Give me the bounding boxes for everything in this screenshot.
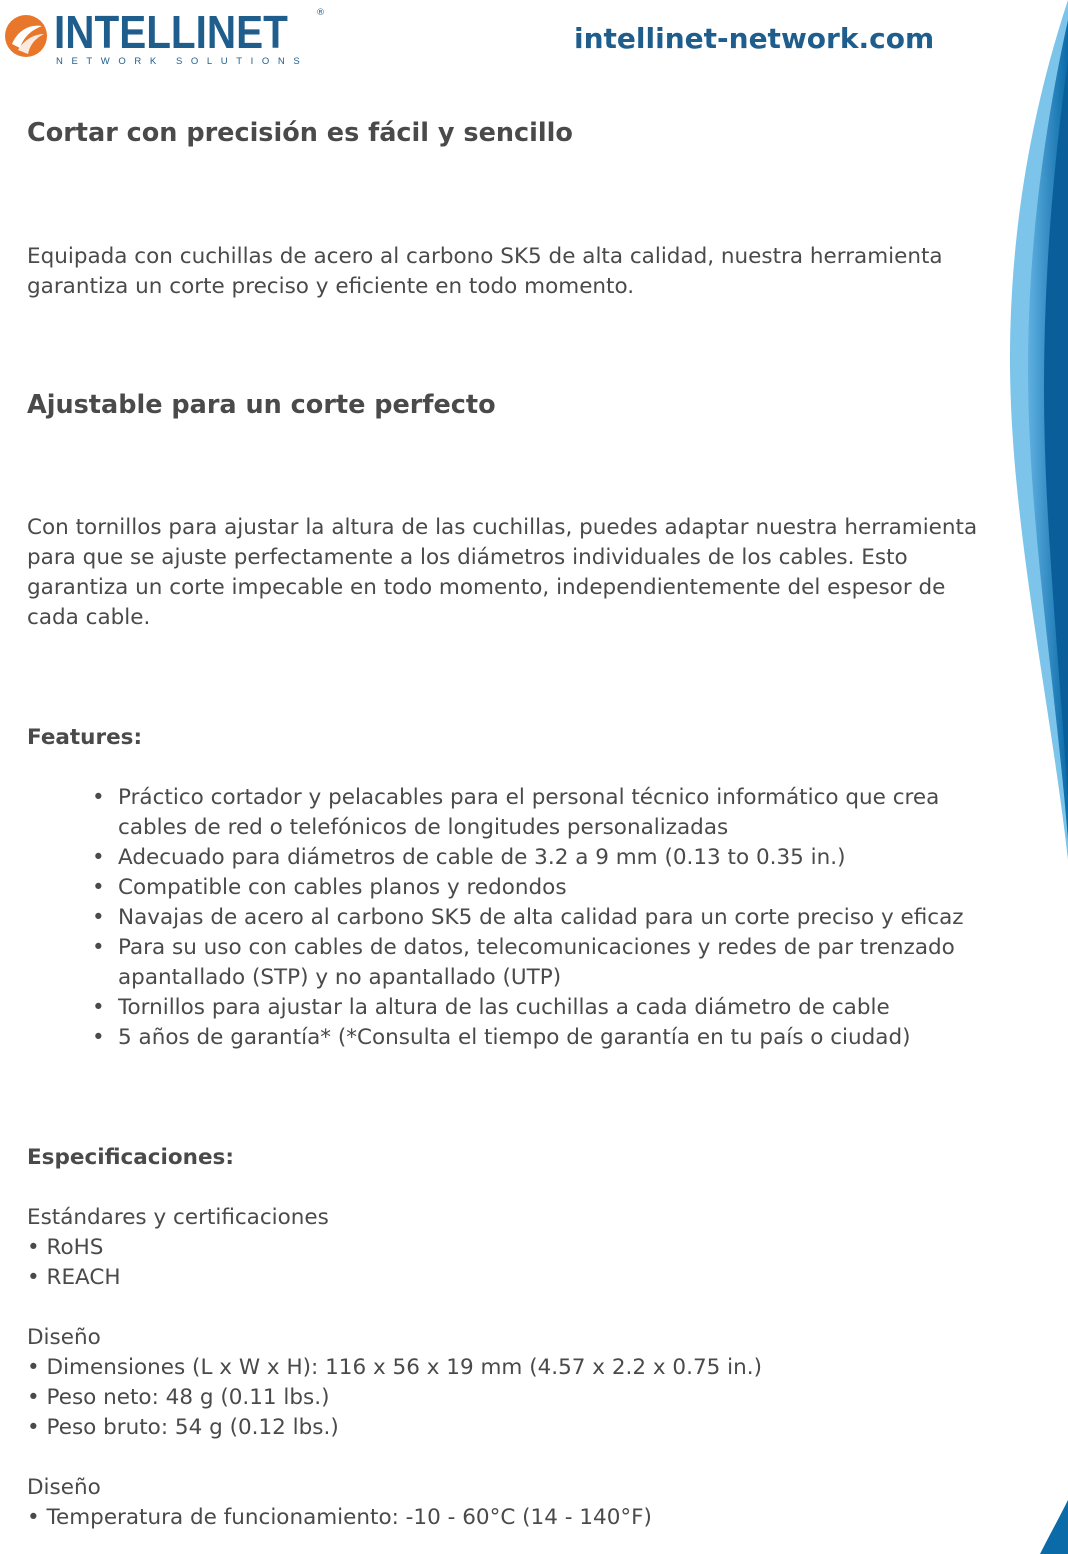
list-item [92,933,992,993]
intellinet-logo-mark-icon [4,14,48,58]
feature-text: 5 años de garantía* (*Consulta el tiempo de garantía en tu país o ciudad) [118,1025,911,1050]
section-heading-adjustable: Ajustable para un corte perfecto [27,390,496,420]
spec-group-standards [27,1203,329,1293]
feature-text: Adecuado para diámetros de cable de 3.2 a 9 mm (0.13 to 0.35 in.) [118,845,846,870]
spec-group-design-environment [27,1473,652,1533]
list-item [92,843,992,873]
spec-item: • Temperatura de funcionamiento: -10 - 60°C (14 - 140°F) [27,1505,652,1530]
site-url[interactable]: intellinet-network.com [574,22,935,55]
logo-subtitle: NETWORK SOLUTIONS [56,56,309,67]
feature-text: Tornillos para ajustar la altura de las cuchillas a cada diámetro de cable [118,995,890,1020]
list-item [92,993,992,1023]
logo-wordmark: INTELLINET [54,6,288,58]
bullet-icon: • [92,845,105,870]
spec-group-title: Diseño [27,1475,101,1500]
spec-item: • Peso neto: 48 g (0.11 lbs.) [27,1385,330,1410]
section-heading-precision: Cortar con precisión es fácil y sencillo [27,118,573,148]
bullet-icon: • [92,905,105,930]
features-list [92,783,992,1053]
intellinet-logo [2,6,332,68]
feature-text: Compatible con cables planos y redondos [118,875,567,900]
section-paragraph-precision: Equipada con cuchillas de acero al carbono SK5 de alta calidad, nuestra herramienta garantiza un corte preciso y eficiente en todo momento. [27,244,943,299]
spec-group-title: Diseño [27,1325,101,1350]
feature-text: Navajas de acero al carbono SK5 de alta calidad para un corte preciso y eficaz [118,905,964,930]
registered-mark: ® [316,8,325,18]
list-item [92,873,992,903]
bullet-icon: • [92,875,105,900]
spec-item: • RoHS [27,1235,104,1260]
spec-item: • Peso bruto: 54 g (0.12 lbs.) [27,1415,339,1440]
features-label: Features: [27,725,143,750]
list-item [92,783,992,843]
bullet-icon: • [92,785,105,810]
bullet-icon: • [92,995,105,1020]
section-paragraph-adjustable: Con tornillos para ajustar la altura de las cuchillas, puedes adaptar nuestra herramienta para que se ajuste perfectamente a los diámetros individuales de los cables. Esto garantiza un corte impecable en todo momento, independientemente del espesor de cada cable. [27,515,978,630]
specs-label: Especificaciones: [27,1145,234,1170]
feature-text: Para su uso con cables de datos, telecomunicaciones y redes de par trenzado apantallado (STP) y no apantallado (UTP) [118,935,955,990]
spec-item: • REACH [27,1265,121,1290]
list-item [92,1023,992,1053]
bullet-icon: • [92,935,105,960]
bullet-icon: • [92,1025,105,1050]
spec-group-design [27,1323,762,1443]
list-item [92,903,992,933]
spec-group-title: Estándares y certificaciones [27,1205,329,1230]
feature-text: Práctico cortador y pelacables para el personal técnico informático que crea cables de red o telefónicos de longitudes personalizadas [118,785,940,840]
spec-item: • Dimensiones (L x W x H): 116 x 56 x 19 mm (4.57 x 2.2 x 0.75 in.) [27,1355,762,1380]
